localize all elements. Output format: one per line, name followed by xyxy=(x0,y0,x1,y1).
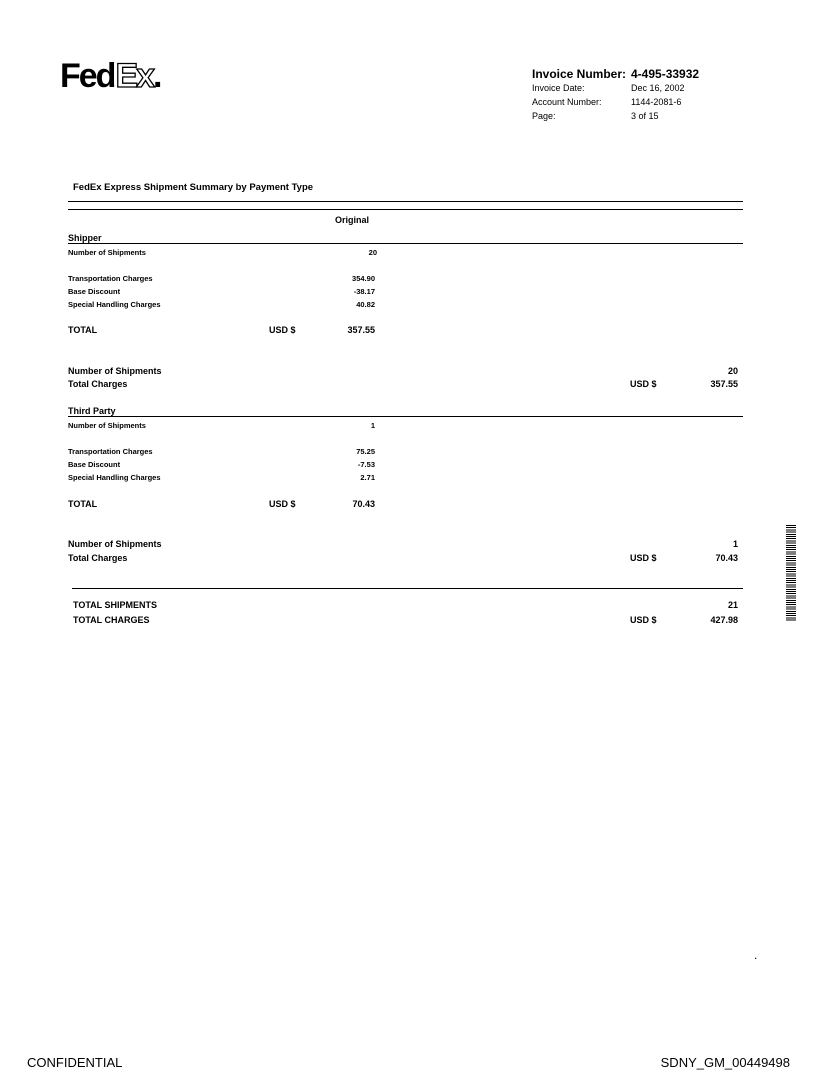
sum-charges-label: Total Charges xyxy=(68,553,128,563)
sum-charges-currency: USD $ xyxy=(630,553,657,563)
special-handling-value: 2.71 xyxy=(360,473,375,482)
divider xyxy=(68,416,743,417)
sum-shipments-label: Number of Shipments xyxy=(68,539,162,549)
num-shipments-label: Number of Shipments xyxy=(68,248,146,257)
logo-fed: Fed xyxy=(60,57,115,95)
section-name-shipper: Shipper xyxy=(68,233,102,243)
special-handling-value: 40.82 xyxy=(356,300,375,309)
special-handling-label: Special Handling Charges xyxy=(68,473,161,482)
total-value: 357.55 xyxy=(347,325,375,335)
transportation-label: Transportation Charges xyxy=(68,274,153,283)
sum-charges-value: 357.55 xyxy=(710,379,738,389)
base-discount-value: -38.17 xyxy=(353,287,375,296)
transportation-value: 354.90 xyxy=(352,274,375,283)
sum-shipments-label: Number of Shipments xyxy=(68,366,162,376)
invoice-number-label: Invoice Number: xyxy=(532,67,627,81)
total-currency: USD $ xyxy=(269,499,296,509)
divider xyxy=(68,209,743,210)
total-label: TOTAL xyxy=(68,325,98,335)
grand-charges-label: TOTAL CHARGES xyxy=(73,615,150,625)
logo-ex: Ex xyxy=(115,57,154,95)
page-number: 3 of 15 xyxy=(631,111,659,121)
fedex-logo xyxy=(60,59,161,93)
num-shipments-value: 1 xyxy=(370,421,375,430)
sum-charges-label: Total Charges xyxy=(68,379,128,389)
grand-shipments-value: 21 xyxy=(727,600,738,610)
column-header-original: Original xyxy=(335,215,370,225)
divider xyxy=(68,201,743,202)
divider xyxy=(68,243,743,244)
special-handling-label: Special Handling Charges xyxy=(68,300,161,309)
base-discount-label: Base Discount xyxy=(68,287,121,296)
footer-bates-number: SDNY_GM_00449498 xyxy=(660,1055,790,1070)
transportation-value: 75.25 xyxy=(356,447,375,456)
invoice-number: 4-495-33932 xyxy=(631,67,700,81)
summary-title: FedEx Express Shipment Summary by Payment Type xyxy=(73,182,314,193)
sum-charges-value: 70.43 xyxy=(715,553,738,563)
grand-shipments-label: TOTAL SHIPMENTS xyxy=(73,600,158,610)
barcode xyxy=(786,525,796,621)
invoice-date-label: Invoice Date: xyxy=(532,83,585,93)
account-number-label: Account Number: xyxy=(532,97,602,107)
stray-mark: . xyxy=(754,948,758,962)
account-number: 1144-2081-6 xyxy=(631,97,682,107)
base-discount-label: Base Discount xyxy=(68,460,121,469)
footer-confidential: CONFIDENTIAL xyxy=(27,1055,123,1070)
base-discount-value: -7.53 xyxy=(357,460,375,469)
sum-charges-currency: USD $ xyxy=(630,379,657,389)
total-currency: USD $ xyxy=(269,325,296,335)
page-label: Page: xyxy=(532,111,556,121)
total-label: TOTAL xyxy=(68,499,98,509)
grand-charges-currency: USD $ xyxy=(630,615,657,625)
sum-shipments-value: 1 xyxy=(732,539,738,549)
section-name-third-party: Third Party xyxy=(68,406,116,416)
num-shipments-label: Number of Shipments xyxy=(68,421,146,430)
invoice-date: Dec 16, 2002 xyxy=(631,83,685,93)
logo-dot: . xyxy=(153,57,161,95)
grand-charges-value: 427.98 xyxy=(710,615,738,625)
num-shipments-value: 20 xyxy=(368,248,377,257)
divider xyxy=(72,588,743,589)
transportation-label: Transportation Charges xyxy=(68,447,153,456)
sum-shipments-value: 20 xyxy=(727,366,738,376)
total-value: 70.43 xyxy=(352,499,375,509)
